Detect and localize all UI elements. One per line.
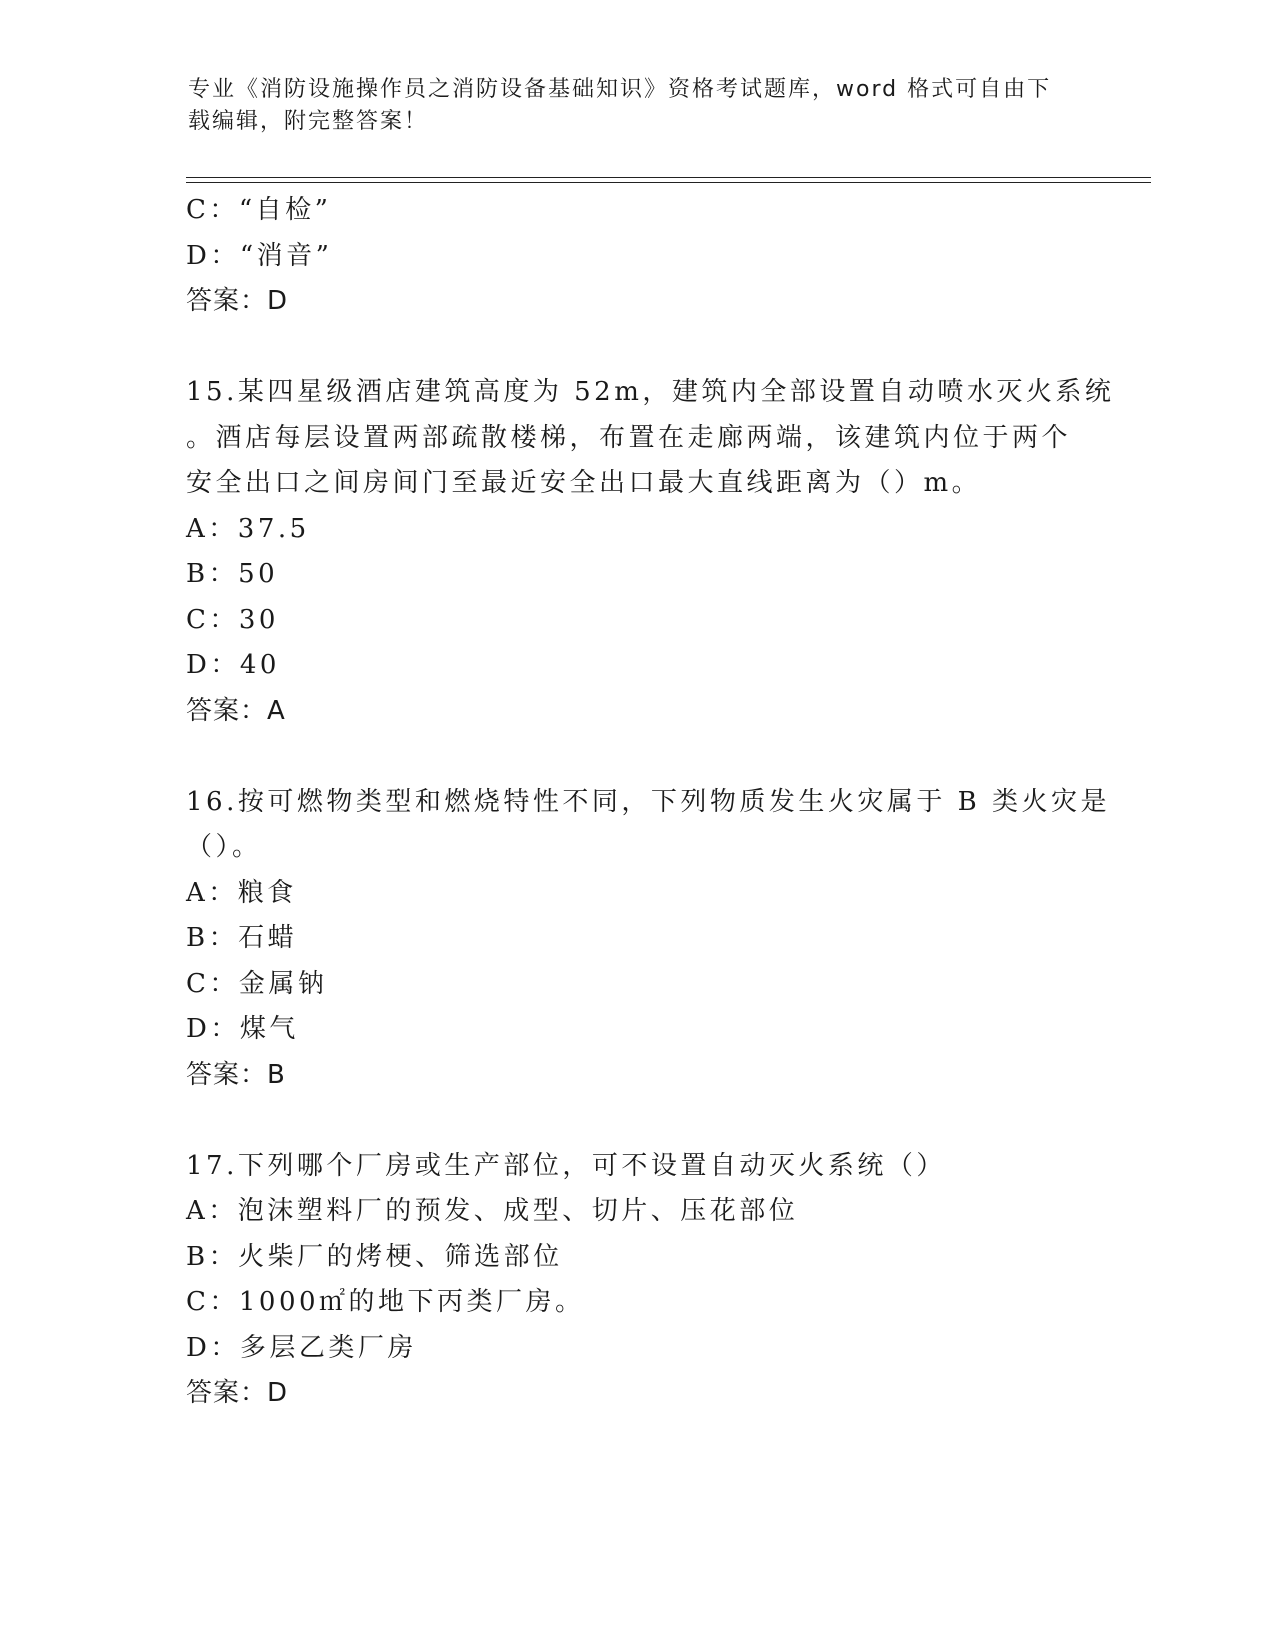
option-a: A：泡沫塑料厂的预发、成型、切片、压花部位 [186,1196,799,1226]
option-a: A：粮食 [186,877,297,908]
stem-line: 15.某四星级酒店建筑高度为 52m，建筑内全部设置自动喷水灭火系统 [186,377,1115,407]
option-d: D：煤气 [186,1014,299,1044]
question-17 [186,1144,1086,1417]
stem-line: 17.下列哪个厂房或生产部位，可不设置自动灭火系统（） [186,1150,946,1181]
stem-line: 16.按可燃物类型和燃烧特性不同，下列物质发生火灾属于 B 类火灾是 [186,786,1110,817]
option-b: B：50 [186,559,279,589]
option-d: D：多层乙类厂房 [186,1332,417,1363]
answer-line: 答案：B [186,1059,286,1090]
header-divider-bottom [186,182,1151,183]
answer-line: 答案：D [186,286,289,316]
stem-line: 安全出口之间房间门至最近安全出口最大直线距离为（）m。 [186,468,982,498]
header-line-2: 载编辑，附完整答案！ [188,109,429,134]
option-d: D：“消音” [186,240,333,271]
header-line-1: 专业《消防设施操作员之消防设备基础知识》资格考试题库，word 格式可自由下 [188,77,1052,102]
option-c: C：30 [186,604,279,635]
answer-line: 答案：D [186,1378,289,1408]
option-b: B：石蜡 [186,923,298,953]
question-stem [186,370,1115,507]
document-header [188,74,1088,138]
option-a: A：37.5 [186,513,310,544]
answer-line: 答案：A [186,695,286,726]
stem-line: 。酒店每层设置两部疏散楼梯，布置在走廊两端，该建筑内位于两个 [186,422,1072,453]
option-b: B：火柴厂的烤梗、筛选部位 [186,1241,563,1272]
option-c: C：金属钠 [186,968,328,999]
question-15 [186,370,1115,734]
option-c: C：“自检” [186,195,332,225]
stem-line: （）。 [186,832,262,862]
header-divider-top [186,177,1151,178]
question-stem [186,780,1110,871]
option-c: C：1000㎡的地下丙类厂房。 [186,1287,585,1317]
question-14-tail [186,188,1086,325]
question-16 [186,780,1110,1099]
question-list [186,188,1115,1417]
option-d: D：40 [186,650,280,680]
question-stem [186,1144,1066,1190]
